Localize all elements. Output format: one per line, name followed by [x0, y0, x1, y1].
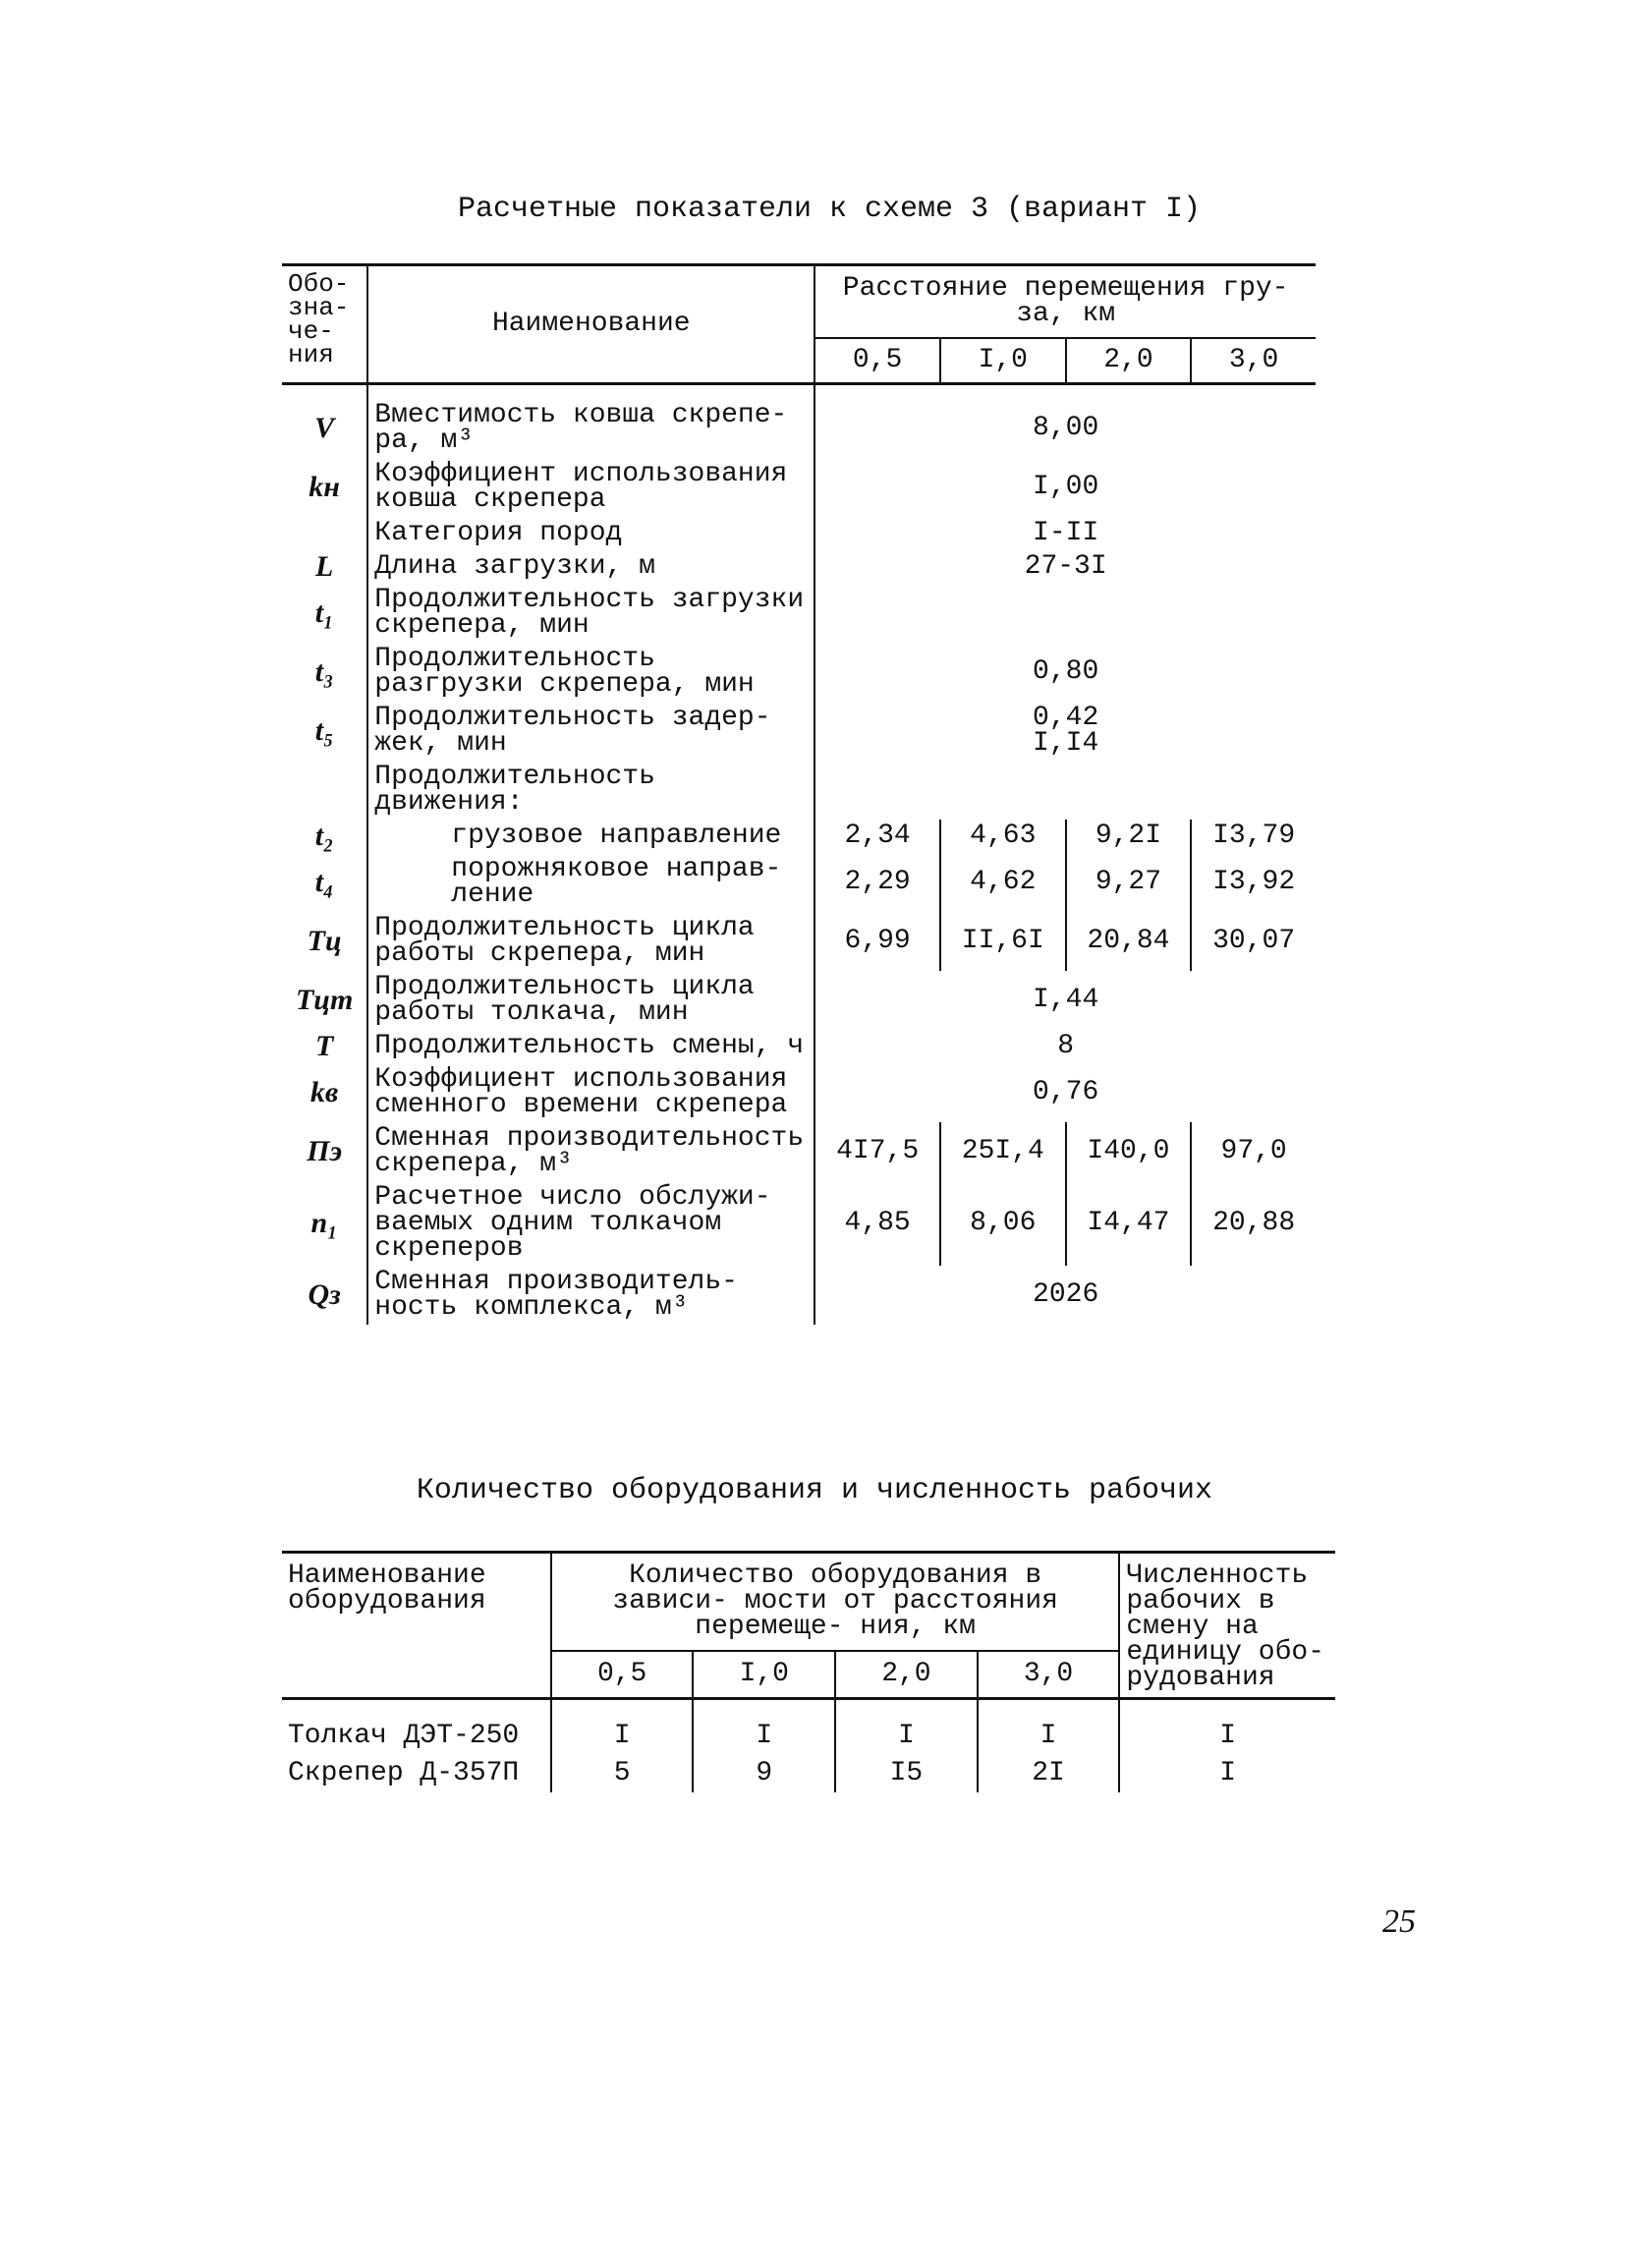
- distance-header: I,0: [940, 338, 1066, 384]
- name-cell: Продолжительность смены, ч: [367, 1030, 814, 1063]
- symbol-column-header: Обо- зна- че- ния: [282, 265, 367, 384]
- table-row: [282, 643, 1316, 702]
- value-cell: 9,27: [1066, 853, 1192, 912]
- quantity-cell: 5: [551, 1755, 694, 1792]
- table-row: [282, 550, 1316, 584]
- table-row: [282, 853, 1316, 912]
- symbol-cell: n₁: [310, 1207, 338, 1239]
- value-cell: 8,06: [940, 1181, 1066, 1266]
- name-cell: Продолжительность цикла работы толкача, мин: [367, 971, 814, 1030]
- value-cell: 4,62: [940, 853, 1066, 912]
- value-cell: 2,34: [814, 820, 940, 853]
- distance-header: 3,0: [1191, 338, 1316, 384]
- merged-value-cell: 2026: [814, 1266, 1316, 1325]
- table-row: [282, 1063, 1316, 1122]
- table-row: [282, 517, 1316, 550]
- value-cell: 25I,4: [940, 1122, 1066, 1181]
- table-row: [282, 761, 1316, 820]
- table-row: [282, 1699, 1335, 1756]
- table1-title: Расчетные показатели к схеме 3 (вариант I): [457, 193, 1202, 226]
- equipment-name-cell: Скрепер Д-357П: [288, 1758, 520, 1788]
- merged-value-cell: 8,00: [814, 384, 1316, 459]
- page-number: 25: [1382, 1903, 1416, 1940]
- symbol-cell: Пэ: [307, 1135, 343, 1167]
- name-cell: Коэффициент использования ковша скрепера: [367, 458, 814, 517]
- symbol-cell: t₁: [314, 596, 334, 629]
- name-cell: Расчетное число обслужи- ваемых одним толкачом скреперов: [367, 1181, 814, 1266]
- name-cell: Категория пород: [367, 517, 814, 550]
- name-cell: Коэффициент использования сменного времени скрепера: [367, 1063, 814, 1122]
- name-cell: порожняковое направ- ление: [367, 853, 814, 912]
- table2-title: Количество оборудования и численность рабочих: [416, 1474, 1213, 1507]
- distance-header: 3,0: [978, 1651, 1120, 1699]
- symbol-cell: Qз: [308, 1278, 341, 1311]
- name-column-header: Наименование: [367, 265, 814, 384]
- merged-value-cell: I,44: [814, 971, 1316, 1030]
- symbol-cell: Тцт: [295, 984, 354, 1016]
- merged-value-cell: [814, 761, 1316, 820]
- value-cell: 4,85: [814, 1181, 940, 1266]
- distance-group-header: Расстояние перемещения гру- за, км: [814, 265, 1316, 339]
- symbol-cell: t₃: [314, 655, 334, 688]
- workers-cell: I: [1119, 1699, 1335, 1756]
- indicators-table: [282, 263, 1316, 1325]
- table-row: [282, 1122, 1316, 1181]
- value-cell: I4,47: [1066, 1181, 1192, 1266]
- merged-value-cell: 8: [814, 1030, 1316, 1063]
- table-row: [282, 971, 1316, 1030]
- table-row: [282, 702, 1316, 761]
- equipment-table: [282, 1551, 1335, 1792]
- table-row: [282, 820, 1316, 853]
- merged-value-cell: 27-3I: [814, 550, 1316, 584]
- equipment-name-header: Наименование оборудования: [282, 1553, 551, 1699]
- distance-header: I,0: [693, 1651, 835, 1699]
- value-cell: 4,63: [940, 820, 1066, 853]
- value-cell: 6,99: [814, 912, 940, 971]
- value-cell: 97,0: [1191, 1122, 1316, 1181]
- quantity-cell: I5: [835, 1755, 978, 1792]
- table-row: [282, 1181, 1316, 1266]
- symbol-cell: L: [314, 550, 334, 583]
- distance-header: 0,5: [814, 338, 940, 384]
- table-row: [282, 1266, 1316, 1325]
- quantity-cell: 2I: [978, 1755, 1120, 1792]
- symbol-cell: t₄: [314, 866, 334, 898]
- table-row: [282, 584, 1316, 643]
- name-cell: Продолжительность загрузки скрепера, мин: [367, 584, 814, 643]
- symbol-cell: V: [314, 412, 335, 444]
- name-cell: Длина загрузки, м: [367, 550, 814, 584]
- name-cell: Сменная производитель- ность комплекса, м³: [367, 1266, 814, 1325]
- value-cell: I3,92: [1191, 853, 1316, 912]
- symbol-cell: kв: [309, 1076, 339, 1108]
- value-cell: II,6I: [940, 912, 1066, 971]
- name-cell: Продолжительность разгрузки скрепера, мин: [367, 643, 814, 702]
- table-row: [282, 1755, 1335, 1792]
- quantity-cell: I: [551, 1699, 694, 1756]
- table-row: [282, 458, 1316, 517]
- value-cell: 30,07: [1191, 912, 1316, 971]
- value-cell: I3,79: [1191, 820, 1316, 853]
- name-cell: Вместимость ковша скрепе- ра, м³: [367, 384, 814, 459]
- value-cell: 20,88: [1191, 1181, 1316, 1266]
- merged-value-cell: I,00: [814, 458, 1316, 517]
- workers-column-header: Численность рабочих в смену на единицу обо- рудования: [1119, 1553, 1335, 1699]
- distance-header: 2,0: [835, 1651, 978, 1699]
- merged-value-cell: I-II: [814, 517, 1316, 550]
- symbol-cell: t₅: [314, 714, 334, 747]
- merged-value-cell: 0,80: [814, 643, 1316, 702]
- merged-value-cell: [814, 584, 1316, 643]
- value-cell: 2,29: [814, 853, 940, 912]
- name-cell: грузовое направление: [367, 820, 814, 853]
- equipment-name-cell: Толкач ДЭТ-250: [288, 1721, 520, 1751]
- table-row: [282, 384, 1316, 459]
- merged-value-cell: 0,42 I,I4: [814, 702, 1316, 761]
- distance-header: 2,0: [1066, 338, 1192, 384]
- symbol-cell: [282, 761, 367, 820]
- distance-header: 0,5: [551, 1651, 694, 1699]
- name-cell: Сменная производительность скрепера, м³: [367, 1122, 814, 1181]
- quantity-cell: I: [693, 1699, 835, 1756]
- merged-value-cell: 0,76: [814, 1063, 1316, 1122]
- value-cell: 4I7,5: [814, 1122, 940, 1181]
- symbol-cell: t₂: [314, 820, 334, 852]
- value-cell: 9,2I: [1066, 820, 1192, 853]
- quantity-group-header: Количество оборудования в зависи- мости от расстояния перемеще- ния, км: [551, 1553, 1120, 1652]
- value-cell: 20,84: [1066, 912, 1192, 971]
- table-row: [282, 1030, 1316, 1063]
- quantity-cell: I: [835, 1699, 978, 1756]
- quantity-cell: 9: [693, 1755, 835, 1792]
- symbol-cell: Т: [314, 1030, 334, 1062]
- table-row: [282, 912, 1316, 971]
- name-cell: Продолжительность цикла работы скрепера, мин: [367, 912, 814, 971]
- name-cell: Продолжительность задер- жек, мин: [367, 702, 814, 761]
- symbol-cell: Тц: [307, 925, 342, 957]
- symbol-cell: [282, 517, 367, 550]
- name-cell: Продолжительность движения:: [367, 761, 814, 820]
- symbol-cell: kн: [309, 471, 340, 503]
- value-cell: I40,0: [1066, 1122, 1192, 1181]
- workers-cell: I: [1119, 1755, 1335, 1792]
- quantity-cell: I: [978, 1699, 1120, 1756]
